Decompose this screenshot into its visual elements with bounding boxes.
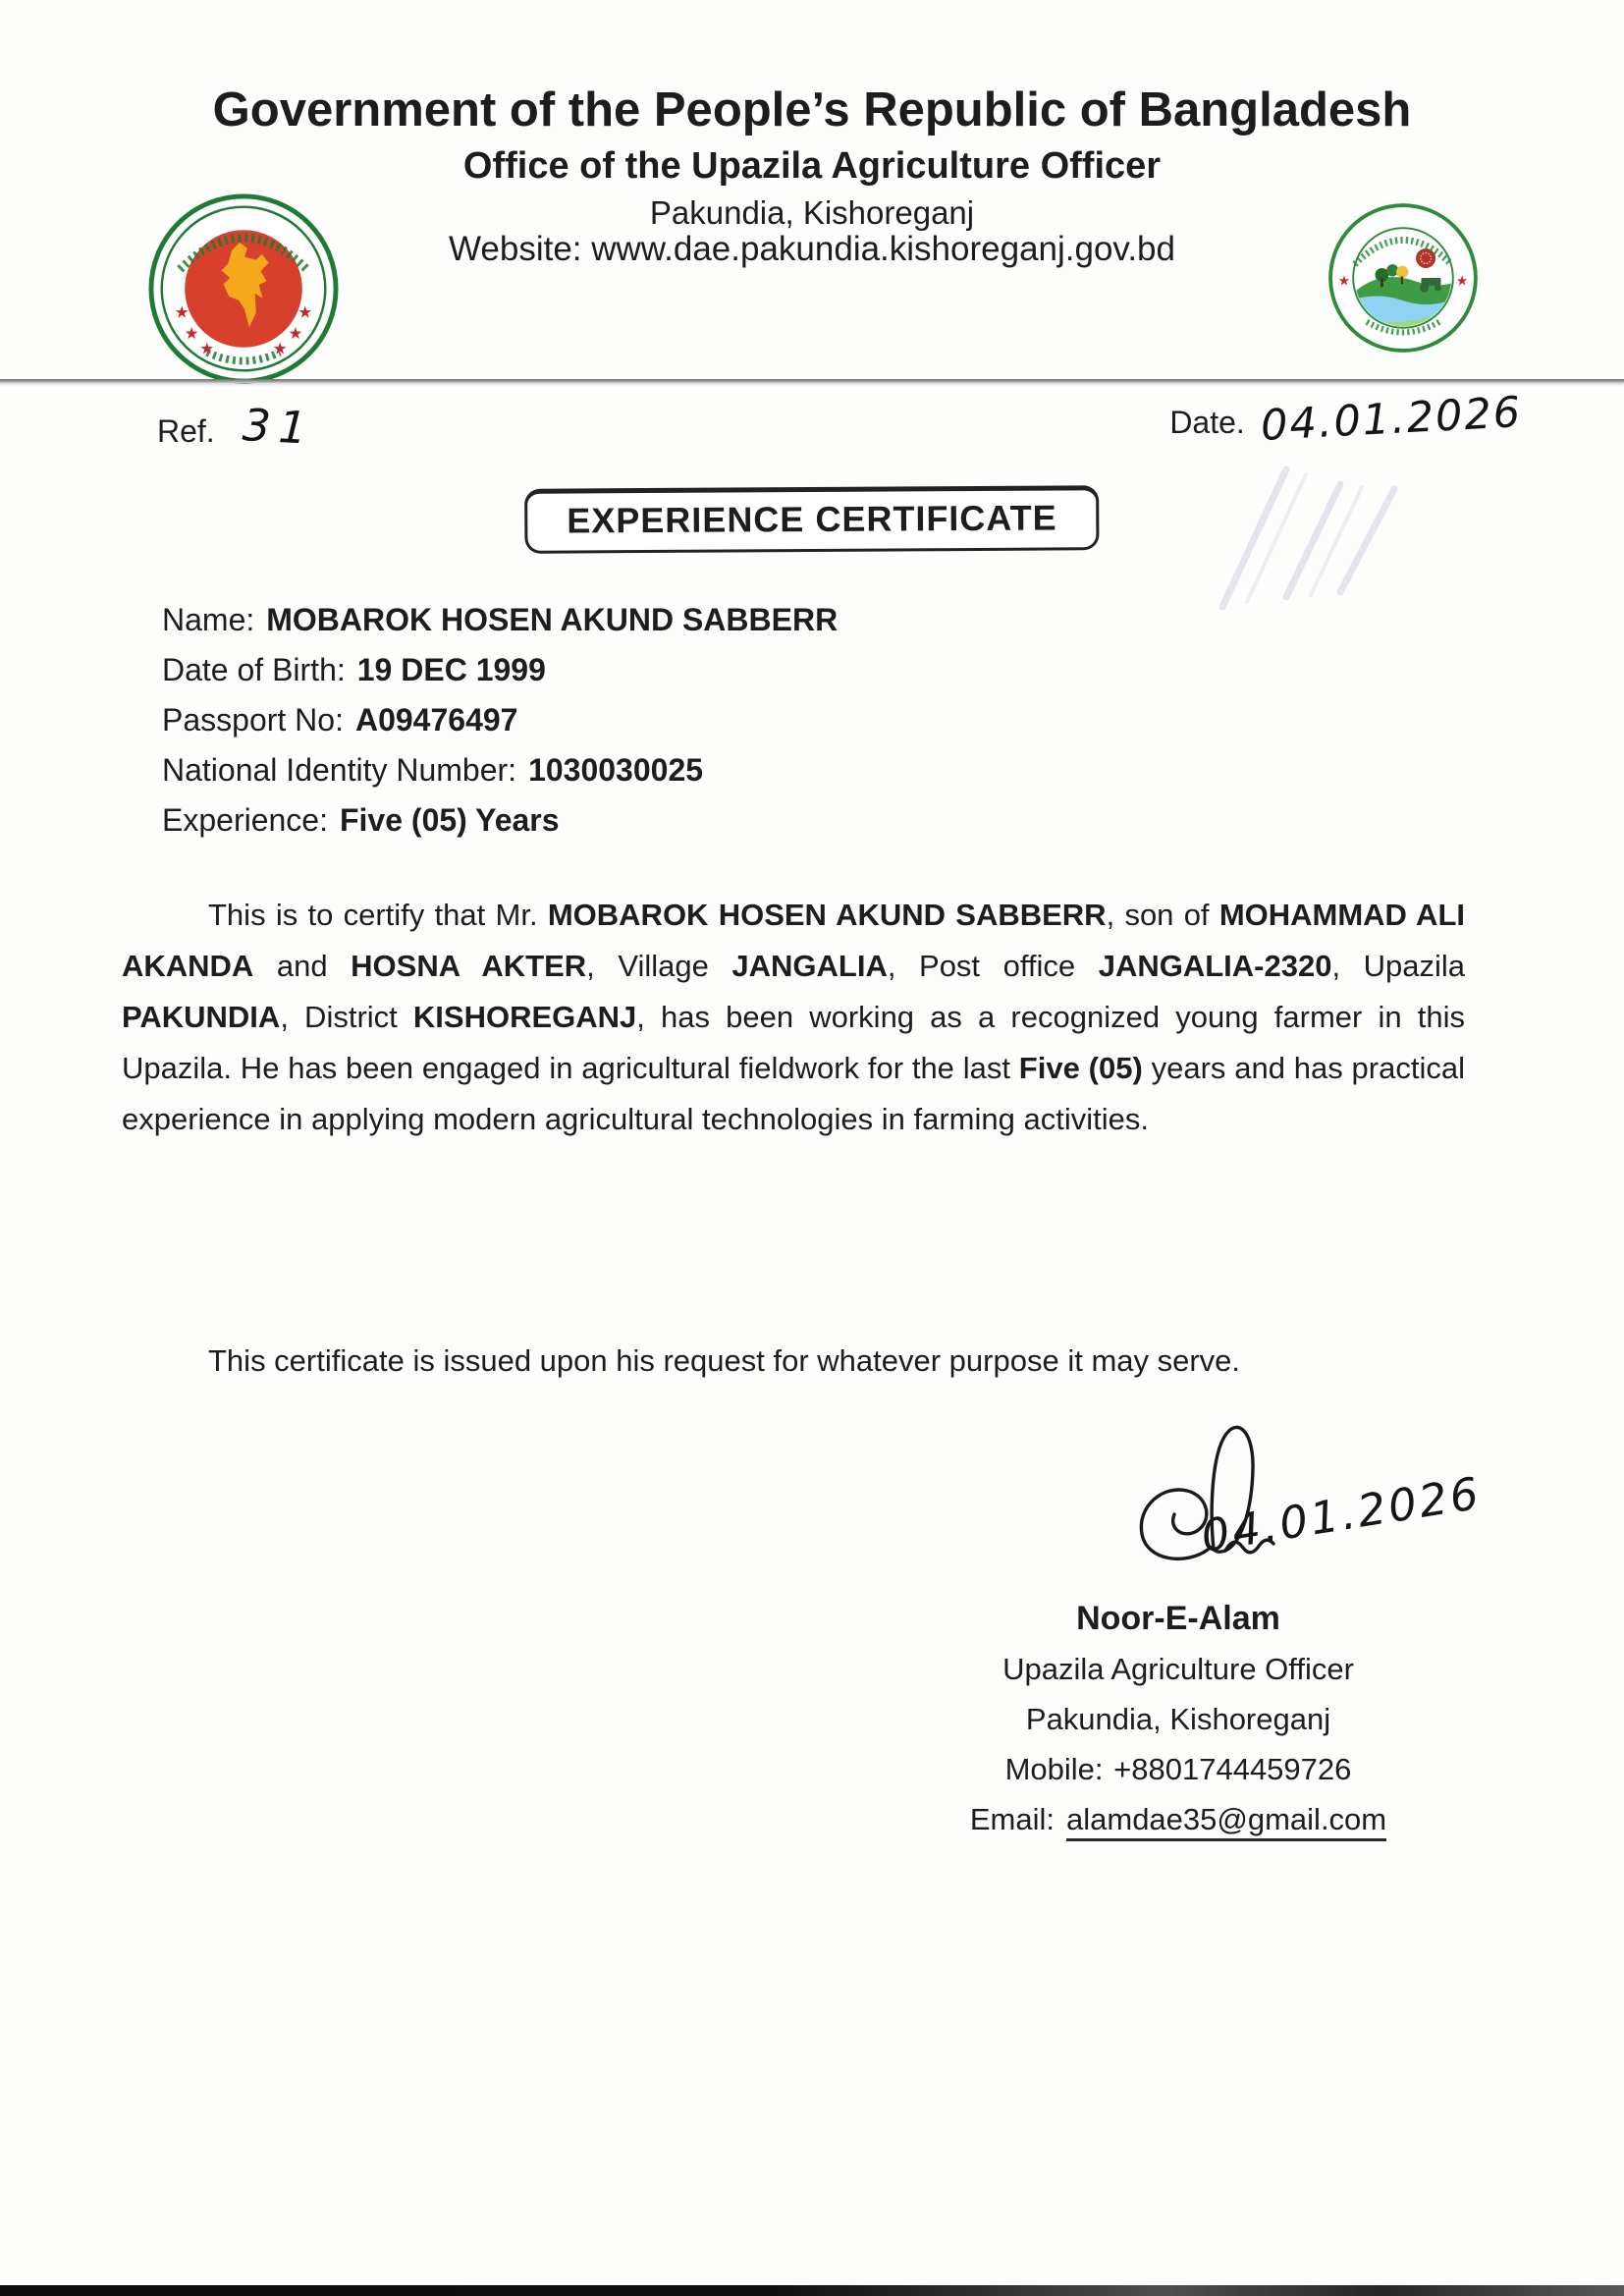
field-value: 1030030025 xyxy=(528,752,704,788)
page-title: Government of the People’s Republic of Bangladesh xyxy=(212,83,1412,137)
office-location: Pakundia, Kishoreganj xyxy=(649,194,975,231)
signatory-location: Pakundia, Kishoreganj xyxy=(1025,1702,1331,1736)
signatory-block xyxy=(913,1593,1443,1844)
signatory-email xyxy=(913,1794,1443,1844)
certificate-body-paragraph: This is to certify that Mr. MOBAROK HOSEN AKUND SABBERR, son of MOHAMMAD ALI AKANDA and HOSNA AKTER, Village JANGALIA, Post office JANGALIA-2320, Upazila PAKUNDIA, District KISHOREGANJ, has been working as a recognized young farmer in this Upazila. He has been engaged in agricultural fieldwork for the last Five (05) years and has practical experience in applying modern agricultural technologies in farming activities. xyxy=(122,898,1466,1136)
header-separator-line xyxy=(0,379,1624,383)
date-value-handwritten: 04.01.2026 xyxy=(1259,388,1524,451)
svg-text:★: ★ xyxy=(199,339,215,358)
email-address: alamdae35@gmail.com xyxy=(1066,1802,1386,1841)
ref-label: Ref. xyxy=(157,413,215,449)
office-website: Website: www.dae.pakundia.kishoreganj.gov.bd xyxy=(449,230,1175,268)
field-label: Passport No: xyxy=(162,702,344,738)
certificate-title: EXPERIENCE CERTIFICATE xyxy=(567,497,1057,541)
signatory-mobile xyxy=(913,1744,1443,1794)
ref-number-handwritten: 31 xyxy=(241,399,316,455)
field-value: 19 DEC 1999 xyxy=(356,652,546,687)
email-label: Email: xyxy=(969,1802,1055,1836)
date-label: Date. xyxy=(1169,405,1245,440)
svg-text:★: ★ xyxy=(272,339,288,358)
signature-date-handwritten: 04.01.2026 xyxy=(1197,1466,1486,1562)
closing-paragraph: This certificate is issued upon his request for whatever purpose it may serve. xyxy=(208,1343,1241,1378)
field-row-date-of-birth xyxy=(162,645,838,695)
field-label: Name: xyxy=(162,602,255,637)
field-label: Experience: xyxy=(162,802,328,838)
field-label: Date of Birth: xyxy=(162,652,346,687)
field-value: Five (05) Years xyxy=(339,802,560,838)
field-row-nid xyxy=(162,745,838,795)
svg-text:★: ★ xyxy=(1337,273,1351,290)
scan-artifact-bottom-bar xyxy=(0,2285,1624,2296)
certificate-fields xyxy=(162,595,838,846)
svg-text:★: ★ xyxy=(1455,273,1469,290)
mobile-label: Mobile: xyxy=(1004,1752,1104,1786)
svg-text:★: ★ xyxy=(288,323,303,343)
signatory-name: Noor-E-Alam xyxy=(1076,1600,1280,1637)
svg-text:★: ★ xyxy=(184,323,199,343)
mobile-number: +8801744459726 xyxy=(1113,1752,1352,1786)
reference-row xyxy=(157,388,1524,460)
svg-text:★: ★ xyxy=(174,302,189,322)
field-row-passport xyxy=(162,695,838,745)
bangladesh-government-emblem-icon xyxy=(147,192,340,385)
field-value: MOBAROK HOSEN AKUND SABBERR xyxy=(266,602,839,637)
field-value: A09476497 xyxy=(354,702,518,738)
signatory-designation: Upazila Agriculture Officer xyxy=(1002,1652,1354,1686)
svg-text:★: ★ xyxy=(298,302,313,322)
field-label: National Identity Number: xyxy=(162,752,517,788)
agriculture-extension-emblem-icon xyxy=(1327,202,1479,354)
field-row-experience xyxy=(162,795,838,846)
certificate-title-box xyxy=(524,485,1100,554)
office-name: Office of the Upazila Agriculture Officer xyxy=(462,145,1162,187)
field-row-name xyxy=(162,595,838,645)
